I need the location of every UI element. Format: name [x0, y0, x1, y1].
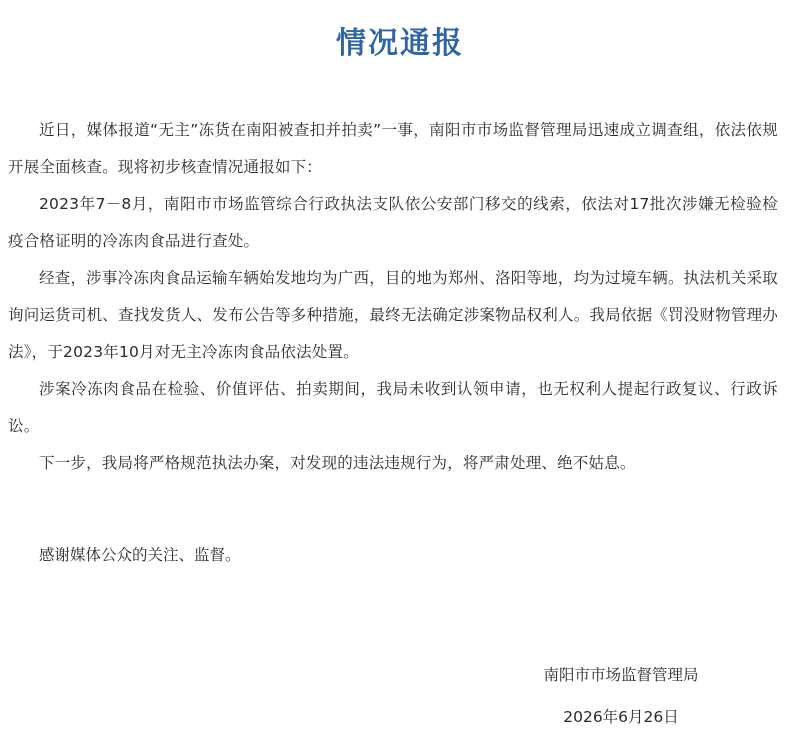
closing-thanks: 感谢媒体公众的关注、监督。 — [39, 546, 241, 564]
notice-body — [8, 112, 778, 482]
signature-organization: 南阳市市场监督管理局 — [543, 666, 699, 684]
paragraph-intro: 近日，媒体报道“无主”冻货在南阳被查扣并拍卖”一事，南阳市市场监督管理局迅速成立调查组，依法依规开展全面核查。现将初步核查情况通报如下： — [8, 121, 778, 176]
page-title: 情况通报 — [336, 26, 464, 61]
signature-date: 2026年6月26日 — [563, 708, 679, 726]
paragraph-findings: 经查，涉事冷冻肉食品运输车辆始发地均为广西，目的地为郑州、洛阳等地，均为过境车辆。执法机关采取询问运货司机、查找发货人、发布公告等多种措施，最终无法确定涉案物品权利人。我局依据《罚没财物管理办法》，于2023年10月对无主冷冻肉食品依法处置。 — [8, 269, 778, 361]
paragraph-next-steps: 下一步，我局将严格规范执法办案，对发现的违法违规行为，将严肃处理、绝不姑息。 — [39, 454, 636, 472]
paragraph-investigation-period: 2023年7－8月，南阳市市场监管综合行政执法支队依公安部门移交的线索，依法对17批次涉嫌无检验检疫合格证明的冷冻肉食品进行查处。 — [8, 195, 778, 250]
paragraph-no-claims: 涉案冷冻肉食品在检验、价值评估、拍卖期间，我局未收到认领申请，也无权利人提起行政复议、行政诉讼。 — [8, 380, 778, 435]
